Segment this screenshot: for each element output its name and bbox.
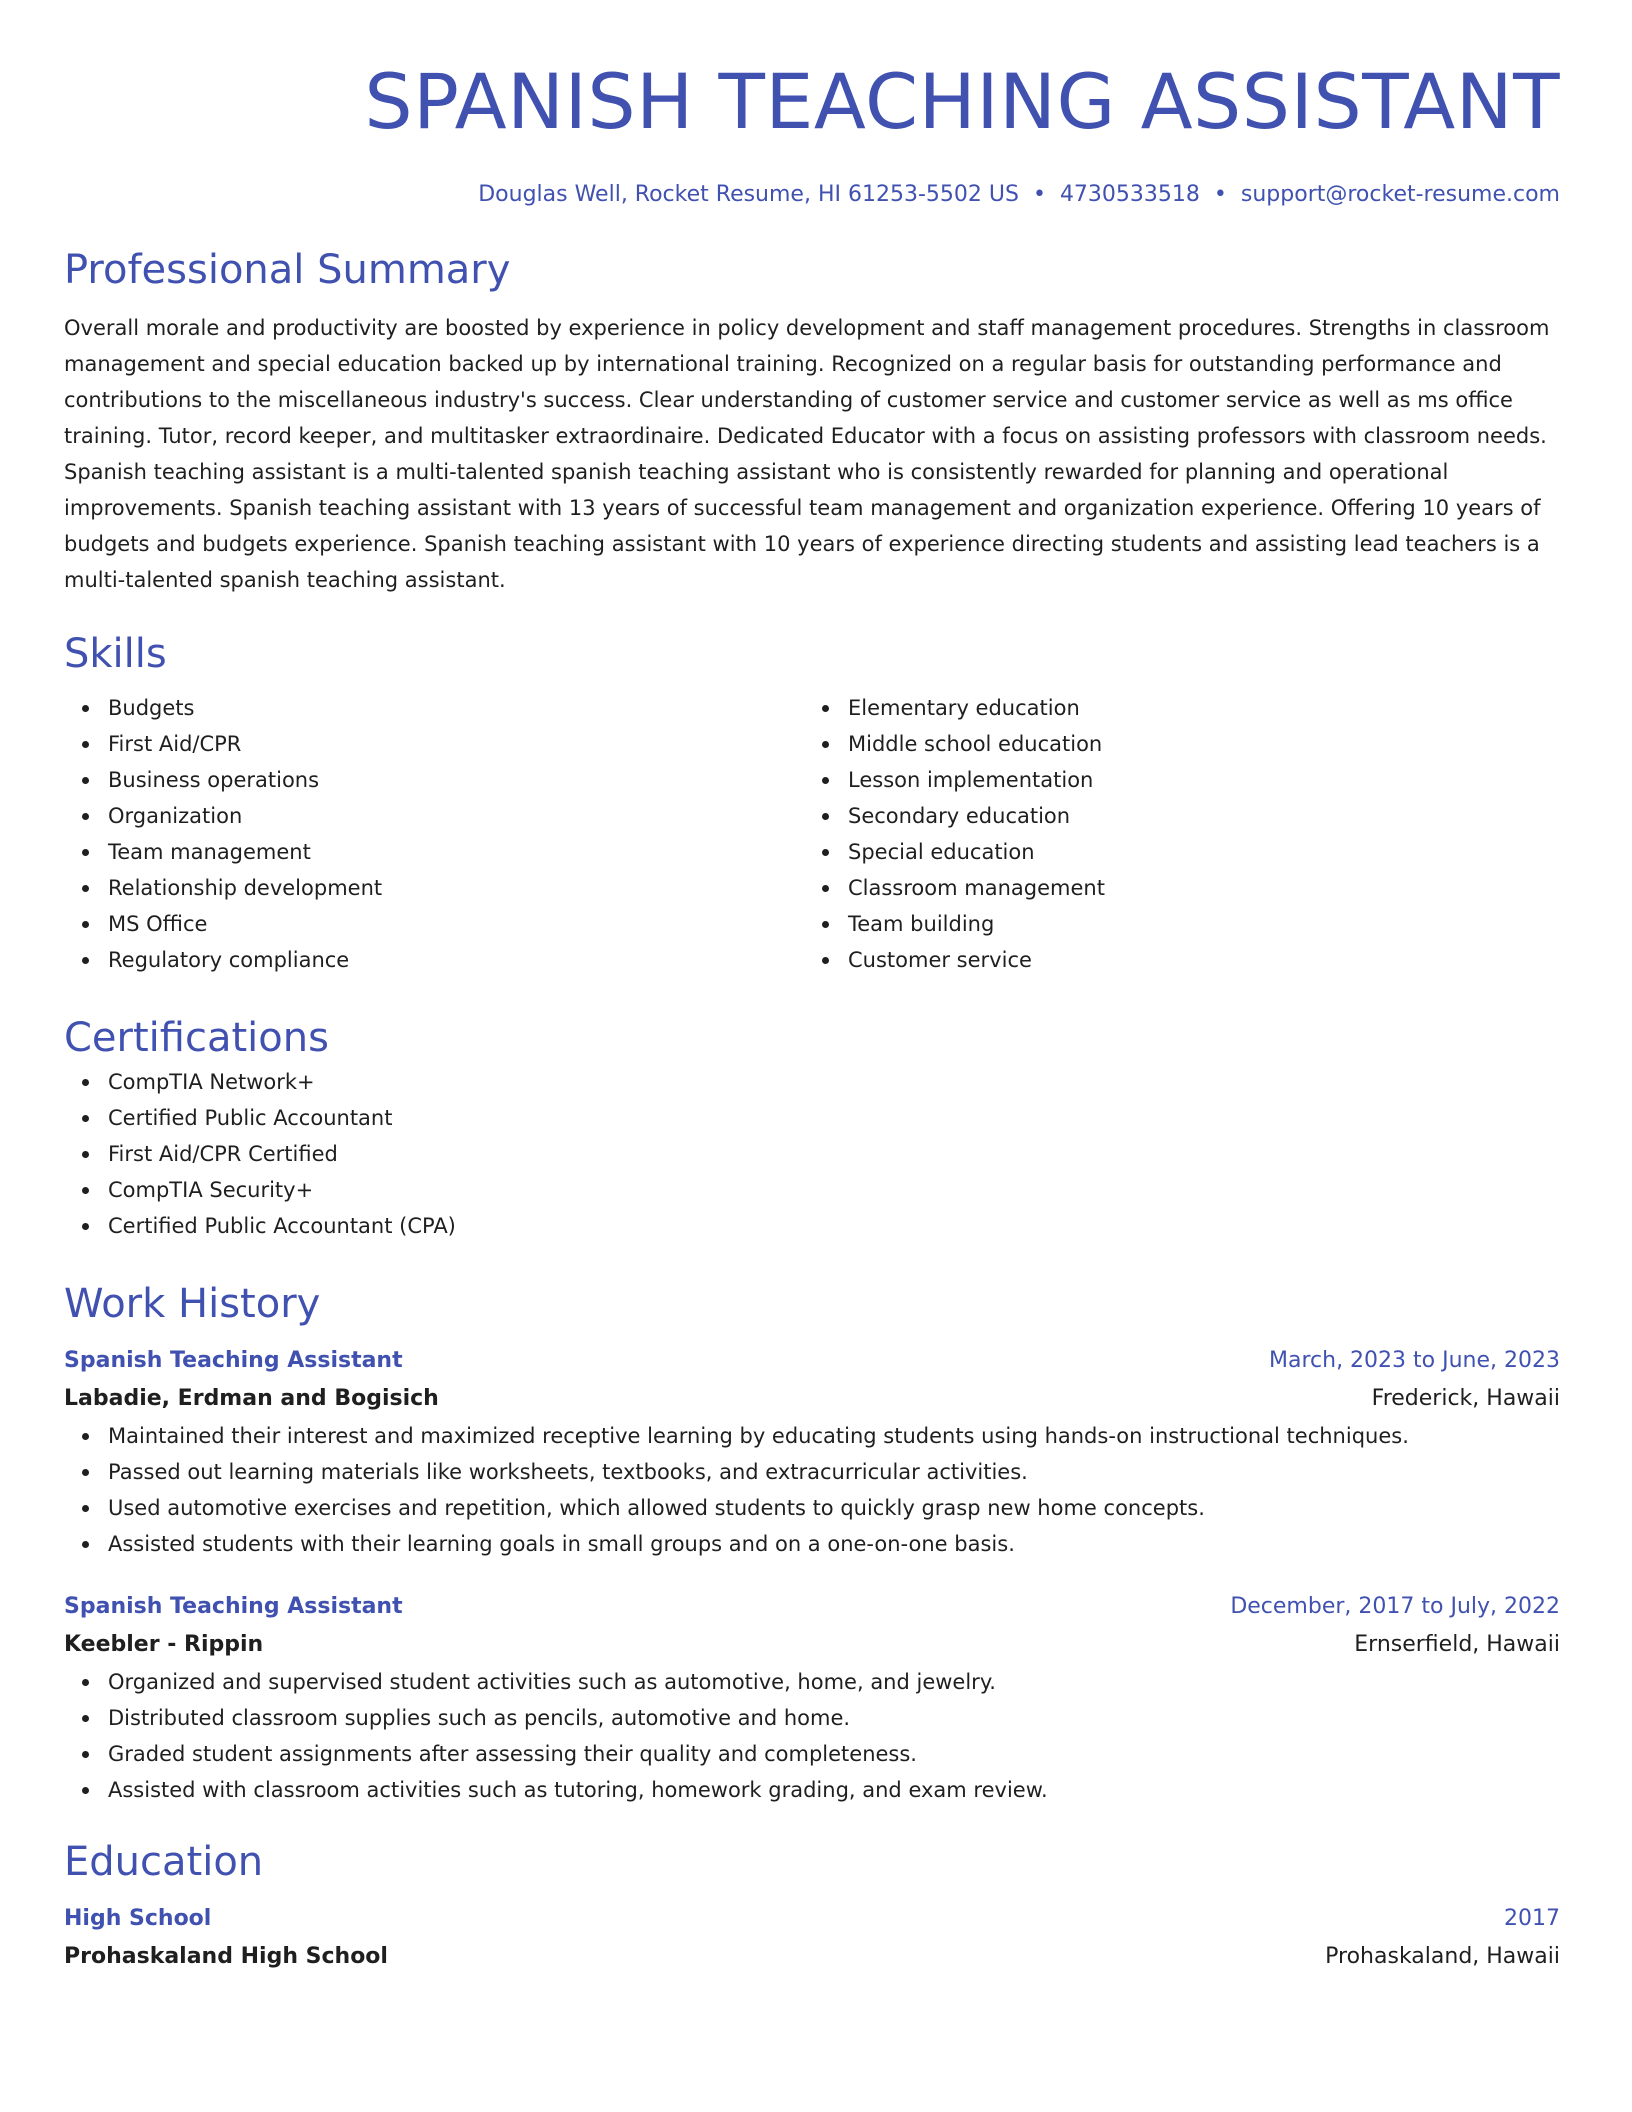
certification-item: Certified Public Accountant (CPA)	[108, 1208, 1560, 1244]
job-header-row	[64, 1342, 1560, 1380]
job-duty-item: Passed out learning materials like worksheets, textbooks, and extracurricular activities.	[108, 1454, 1560, 1490]
contact-line	[64, 180, 1560, 210]
job-location: Ernserfield, Hawaii	[1354, 1632, 1560, 1657]
skill-item: Team building	[848, 906, 1544, 942]
education-school: Prohaskaland High School	[64, 1944, 388, 1969]
job-location: Frederick, Hawaii	[1371, 1386, 1560, 1411]
skill-item: MS Office	[108, 906, 804, 942]
job-duty-item: Maintained their interest and maximized receptive learning by educating students using hands-on instructional techniques.	[108, 1418, 1560, 1454]
job-duty-item: Assisted students with their learning goals in small groups and on a one-on-one basis.	[108, 1526, 1560, 1562]
certification-item: CompTIA Network+	[108, 1064, 1560, 1100]
skill-item: Organization	[108, 798, 804, 834]
job-title: Spanish Teaching Assistant	[64, 1594, 403, 1619]
skill-item: Relationship development	[108, 870, 804, 906]
job-header-row	[64, 1588, 1560, 1626]
contact-phone: 4730533518	[1059, 182, 1200, 207]
skill-item: Team management	[108, 834, 804, 870]
education-year: 2017	[1504, 1906, 1560, 1931]
job-duty-item: Graded student assignments after assessing their quality and completeness.	[108, 1736, 1560, 1772]
education-header-row	[64, 1900, 1560, 1938]
certification-item: Certified Public Accountant	[108, 1100, 1560, 1136]
certifications-list	[64, 1064, 1560, 1244]
skills-heading: Skills	[64, 631, 167, 677]
job-duty-item: Organized and supervised student activities such as automotive, home, and jewelry.	[108, 1664, 1560, 1700]
job-entry	[64, 1342, 1560, 1562]
job-title: Spanish Teaching Assistant	[64, 1348, 403, 1373]
resume-name-title: SPANISH TEACHING ASSISTANT	[364, 57, 1560, 146]
skill-item: First Aid/CPR	[108, 726, 804, 762]
skill-item: Business operations	[108, 762, 804, 798]
job-entry	[64, 1588, 1560, 1808]
contact-separator: •	[1213, 182, 1227, 207]
certifications-heading: Certifications	[64, 1015, 329, 1061]
contact-separator: •	[1032, 182, 1046, 207]
skill-item: Middle school education	[848, 726, 1544, 762]
skills-list-right	[804, 690, 1544, 978]
contact-address: Douglas Well, Rocket Resume, HI 61253-5502 US	[478, 182, 1019, 207]
job-employer-row	[64, 1380, 1560, 1418]
education-entry	[64, 1900, 1560, 1976]
job-duty-item: Used automotive exercises and repetition, which allowed students to quickly grasp new home concepts.	[108, 1490, 1560, 1526]
skills-column-left	[64, 690, 804, 978]
contact-email[interactable]: support@rocket-resume.com	[1240, 182, 1560, 207]
education-heading: Education	[64, 1839, 264, 1885]
education-degree: High School	[64, 1906, 212, 1931]
education-school-row	[64, 1938, 1560, 1976]
resume-page	[64, 52, 1560, 1976]
education-location: Prohaskaland, Hawaii	[1325, 1944, 1560, 1969]
skill-item: Lesson implementation	[848, 762, 1544, 798]
job-employer-row	[64, 1626, 1560, 1664]
job-employer: Keebler - Rippin	[64, 1632, 264, 1657]
skills-column-right	[804, 690, 1544, 978]
skills-list-left	[64, 690, 804, 978]
work-history-heading: Work History	[64, 1281, 321, 1327]
skill-item: Budgets	[108, 690, 804, 726]
job-dates: December, 2017 to July, 2022	[1230, 1594, 1560, 1619]
skill-item: Secondary education	[848, 798, 1544, 834]
job-dates: March, 2023 to June, 2023	[1269, 1348, 1560, 1373]
summary-heading: Professional Summary	[64, 247, 511, 293]
skill-item: Special education	[848, 834, 1544, 870]
certification-item: CompTIA Security+	[108, 1172, 1560, 1208]
job-duties-list	[64, 1664, 1560, 1808]
job-duty-item: Assisted with classroom activities such as tutoring, homework grading, and exam review.	[108, 1772, 1560, 1808]
skills-grid	[64, 690, 1560, 978]
job-duty-item: Distributed classroom supplies such as pencils, automotive and home.	[108, 1700, 1560, 1736]
skill-item: Elementary education	[848, 690, 1544, 726]
summary-text: Overall morale and productivity are boosted by experience in policy development and staff management procedures. Strengths in classroom management and special education backed up by international training. Recognized on a regular basis for outstanding performance and contributions to the miscellaneous industry's success. Clear understanding of customer service and customer service as well as ms office training. Tutor, record keeper, and multitasker extraordinaire. Dedicated Educator with a focus on assisting professors with classroom needs. Spanish teaching assistant is a multi-talented spanish teaching assistant who is consistently rewarded for planning and operational improvements. Spanish teaching assistant with 13 years of successful team management and organization experience. Offering 10 years of budgets and budgets experience. Spanish teaching assistant with 10 years of experience directing students and assisting lead teachers is a multi-talented spanish teaching assistant.	[64, 316, 1550, 592]
skill-item: Classroom management	[848, 870, 1544, 906]
skill-item: Customer service	[848, 942, 1544, 978]
job-duties-list	[64, 1418, 1560, 1562]
certification-item: First Aid/CPR Certified	[108, 1136, 1560, 1172]
job-employer: Labadie, Erdman and Bogisich	[64, 1386, 439, 1411]
skill-item: Regulatory compliance	[108, 942, 804, 978]
